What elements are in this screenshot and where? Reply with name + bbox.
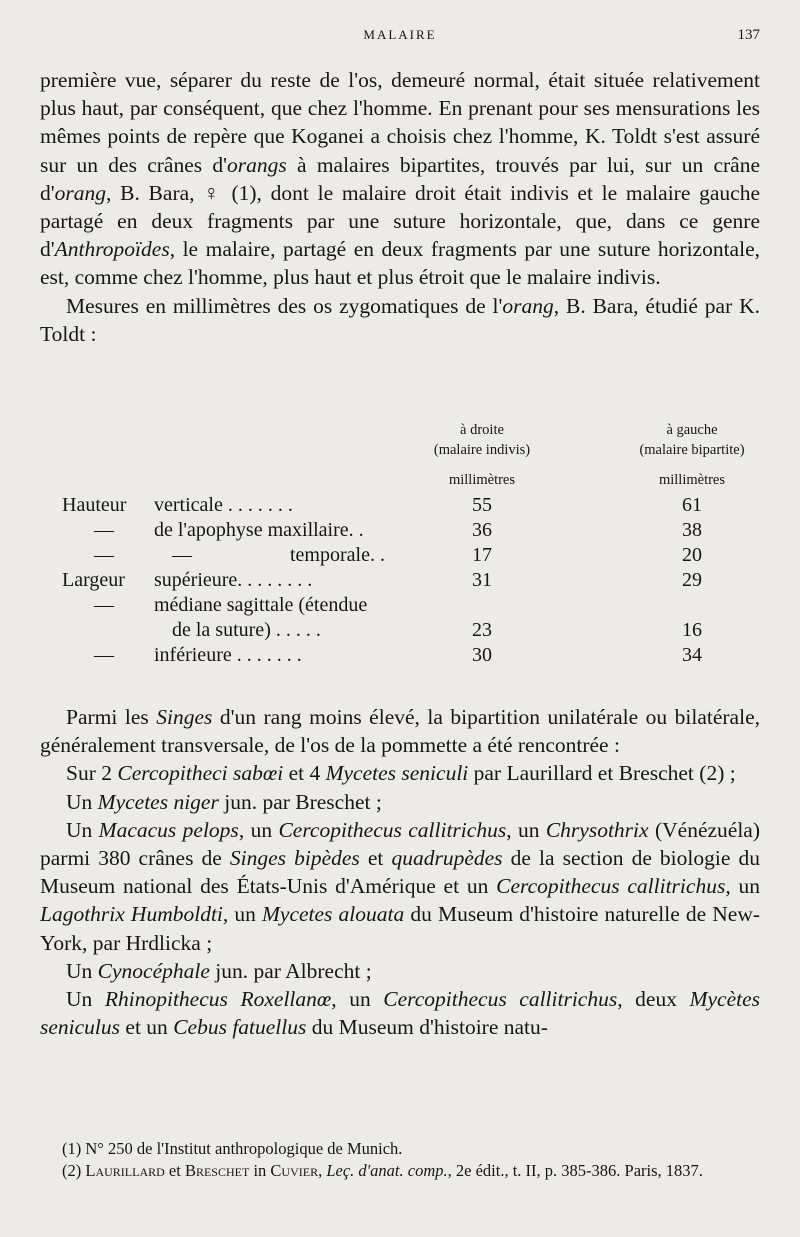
text-run: de la section de biologie du Museum national des États-Unis d'Amérique et un bbox=[40, 846, 760, 899]
paragraph-toldt bbox=[40, 66, 760, 292]
text-run: Mesures en millimètres des os zygomatiques de l' bbox=[66, 293, 503, 318]
italic-run: Rhinopithecus Roxellanœ bbox=[104, 987, 332, 1012]
italic-run: Cebus fatuellus bbox=[173, 1015, 307, 1040]
text-run: par Laurillard et Breschet (2) ; bbox=[468, 761, 736, 786]
italic-run: Singes bipèdes bbox=[229, 846, 360, 871]
text-run: , deux bbox=[617, 987, 690, 1012]
italic-run: Cercopithecus callitrichus bbox=[496, 874, 726, 899]
italic-run: quadrupèdes bbox=[391, 846, 503, 871]
row-label-main: — bbox=[94, 644, 114, 666]
footnotes bbox=[40, 1138, 764, 1182]
text-run: , un bbox=[331, 987, 384, 1012]
text-run: à malaires bipartites, trouvés par lui, sur un crâne d' bbox=[40, 152, 760, 205]
small-caps-run: Breschet bbox=[184, 1161, 250, 1180]
italic-run: Cercopitheci sabœi bbox=[117, 761, 284, 786]
row-label-main: — bbox=[94, 594, 114, 616]
small-caps-run: Laurillard bbox=[85, 1161, 165, 1180]
text-run: Parmi les bbox=[66, 705, 157, 729]
row-label-sub: inférieure . . . . . . . bbox=[154, 644, 302, 666]
italic-run: orang bbox=[502, 293, 554, 318]
italic-run: Leç. d'anat. comp. bbox=[326, 1161, 448, 1180]
text-run: du Museum d'histoire naturelle de New-York, par Hrdlicka ; bbox=[40, 902, 761, 955]
value-left: 20 bbox=[682, 544, 702, 566]
row-label-detail: temporale. . bbox=[290, 544, 385, 566]
page-header bbox=[40, 27, 760, 49]
text-run: et bbox=[164, 1161, 185, 1180]
page-number: 137 bbox=[737, 27, 760, 43]
table-row bbox=[62, 494, 762, 519]
table-row bbox=[62, 569, 762, 594]
italic-run: Chrysothrix bbox=[545, 817, 649, 842]
row-label-sub: verticale . . . . . . . bbox=[154, 494, 293, 516]
text-run: , le malaire, partagé en deux fragments par une suture horizontale, est, comme chez l'homme, plus haut et plus étroit que le malaire indivis. bbox=[40, 237, 760, 290]
text-run: première vue, séparer du reste de l'os, demeuré normal, était située relativement plus haut, par conséquent, que chez l'homme. En prenant pour ses mensurations les mêmes points de repère que Koganei a choisis chez l'homme, K. Toldt s'est assuré sur un des crânes d' bbox=[40, 68, 760, 177]
table-row bbox=[62, 619, 762, 644]
paragraph-laurillard bbox=[40, 759, 760, 787]
text-run: et 4 bbox=[283, 761, 326, 786]
footnote-2 bbox=[40, 1160, 764, 1182]
italic-run: Mycètes seniculus bbox=[40, 987, 760, 1040]
row-label-sub: médiane sagittale (étendue bbox=[154, 594, 368, 616]
value-right: 31 bbox=[472, 569, 492, 591]
italic-run: Mycetes niger bbox=[97, 789, 219, 814]
text-run: Sur 2 bbox=[66, 761, 118, 786]
paragraph-albrecht bbox=[40, 957, 760, 985]
value-right: 55 bbox=[472, 494, 492, 516]
column-header-right: à droite (malaire indivis) bbox=[433, 422, 531, 458]
text-run: , B. Bara, étudié par K. Toldt : bbox=[40, 293, 761, 346]
row-label-main: Hauteur bbox=[62, 494, 127, 516]
paragraph-measures-intro bbox=[40, 292, 760, 348]
footnote-1 bbox=[40, 1138, 764, 1160]
text-run: d'un rang moins élevé, la bipartition unilatérale ou bilatérale, généralement transversale, de l'os de la pommette a été rencontrée : bbox=[40, 705, 760, 758]
italic-run: Cercopithecus callitrichus bbox=[383, 987, 618, 1012]
italic-run: Macacus pelops bbox=[98, 817, 239, 842]
top-text bbox=[40, 66, 760, 348]
value-left: 34 bbox=[682, 644, 702, 666]
text-run: (2) bbox=[62, 1161, 86, 1180]
italic-run: Lagothrix Humboldti bbox=[40, 902, 223, 927]
text-run: Un bbox=[66, 817, 99, 842]
text-run: jun. par Breschet ; bbox=[218, 789, 382, 814]
italic-run: orangs bbox=[227, 152, 287, 177]
paragraph-singes bbox=[40, 703, 760, 759]
value-left: 38 bbox=[682, 519, 702, 541]
value-left: 16 bbox=[682, 619, 702, 641]
text-run: (Vénézuéla) parmi 380 crânes de bbox=[40, 817, 760, 871]
text-run: Un bbox=[66, 958, 98, 983]
paragraph-hrdlicka bbox=[40, 816, 760, 957]
table-row bbox=[62, 644, 762, 669]
small-caps-run: Cuvier bbox=[270, 1161, 319, 1180]
unit-label-right: millimètres bbox=[448, 472, 516, 488]
text-run: Un bbox=[66, 789, 98, 814]
text-run: Un bbox=[66, 987, 105, 1012]
text-run: et un bbox=[120, 1015, 174, 1040]
text-run: , un bbox=[222, 902, 262, 927]
table-row bbox=[62, 594, 762, 619]
text-run: , un bbox=[506, 817, 546, 842]
text-run: in bbox=[249, 1161, 271, 1180]
value-right: 23 bbox=[472, 619, 492, 641]
value-left: 29 bbox=[682, 569, 702, 591]
row-label-sub: de l'apophyse maxillaire. . bbox=[154, 519, 364, 541]
value-right: 17 bbox=[472, 544, 492, 566]
text-run: et bbox=[359, 846, 392, 871]
text-run: , bbox=[318, 1161, 327, 1180]
row-label-sub: supérieure. . . . . . . . bbox=[154, 569, 313, 591]
text-run: , 2e édit., t. II, p. 385-386. Paris, 1837. bbox=[447, 1161, 703, 1180]
text-run: jun. par Albrecht ; bbox=[209, 958, 372, 983]
text-run: du Museum d'histoire natu- bbox=[306, 1015, 548, 1040]
row-label-main: Largeur bbox=[62, 569, 125, 591]
table-row bbox=[62, 519, 762, 544]
row-label-main: — bbox=[94, 519, 114, 541]
italic-run: Anthropoïdes bbox=[54, 237, 170, 262]
row-label-sub: — bbox=[172, 544, 192, 566]
unit-label-left: millimètres bbox=[658, 472, 726, 488]
table-row bbox=[62, 544, 762, 569]
text-run: , B. Bara, ♀ (1), dont le malaire droit était indivis et le malaire gauche partagé en deux fragments par une suture horizontale, que, dans ce genre d' bbox=[40, 180, 760, 262]
paragraph-breschet bbox=[40, 788, 760, 816]
value-right: 30 bbox=[472, 644, 492, 666]
row-label-main: — bbox=[94, 544, 114, 566]
text-run: , un bbox=[725, 874, 760, 899]
bottom-text bbox=[40, 703, 760, 1041]
value-right: 36 bbox=[472, 519, 492, 541]
row-label-sub: de la suture) . . . . . bbox=[172, 619, 321, 641]
text-run: , un bbox=[238, 817, 279, 842]
paragraph-rhinopithecus bbox=[40, 985, 760, 1041]
italic-run: orang bbox=[54, 180, 106, 205]
italic-run: Singes bbox=[156, 705, 213, 729]
italic-run: Cynocéphale bbox=[97, 958, 210, 983]
italic-run: Cercopithecus callitrichus bbox=[278, 817, 507, 842]
value-left: 61 bbox=[682, 494, 702, 516]
column-header-left: à gauche (malaire bipartite) bbox=[639, 422, 745, 458]
running-head: MALAIRE bbox=[363, 27, 437, 42]
italic-run: Mycetes seniculi bbox=[325, 761, 469, 786]
text-run: (1) N° 250 de l'Institut anthropologique de Munich. bbox=[62, 1139, 403, 1158]
italic-run: Mycetes alouata bbox=[262, 902, 405, 927]
